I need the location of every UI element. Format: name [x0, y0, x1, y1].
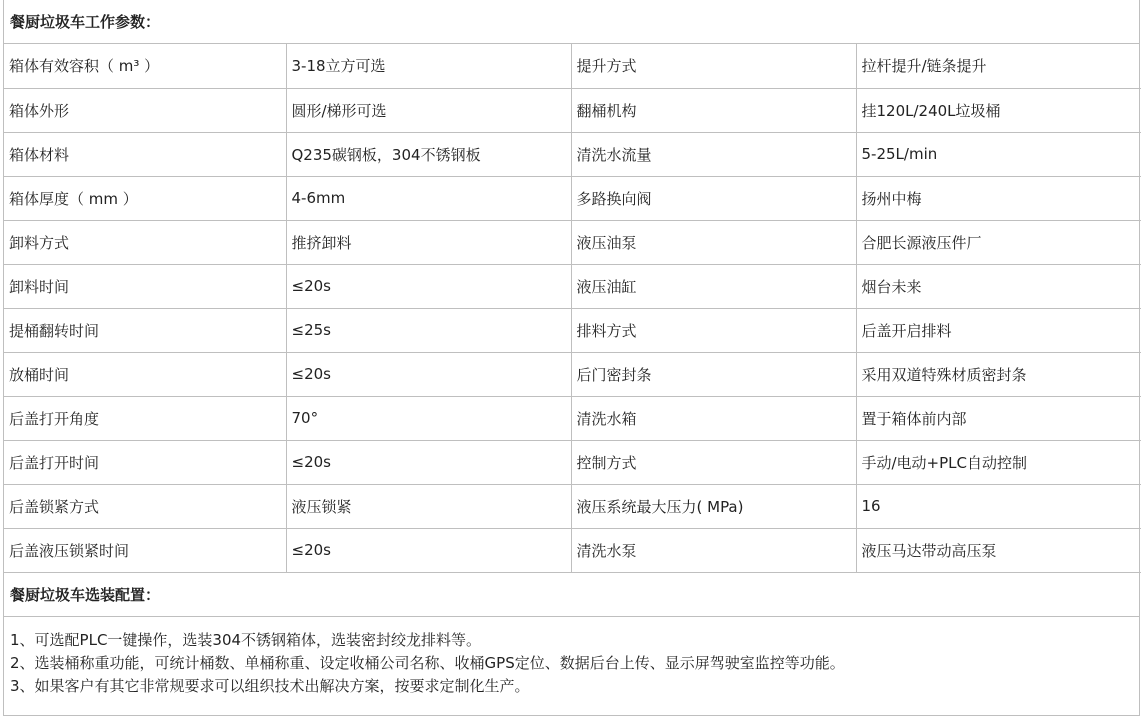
table-row	[4, 352, 1141, 396]
param-name-cell: 液压油缸	[571, 264, 856, 308]
param-value-cell: 合肥长源液压件厂	[856, 220, 1141, 264]
param-value-cell: ≤20s	[286, 264, 571, 308]
param-name-cell: 卸料时间	[4, 264, 286, 308]
param-value-cell: Q235碳钢板，304不锈钢板	[286, 132, 571, 176]
option-note: 2、选装桶称重功能，可统计桶数、单桶称重、设定收桶公司名称、收桶GPS定位、数据后台上传、显示屏驾驶室监控等功能。	[10, 653, 845, 672]
table-row	[4, 396, 1141, 440]
table-row	[4, 528, 1141, 572]
param-value-cell: 3-18立方可选	[286, 44, 571, 88]
param-name-cell: 液压系统最大压力( MPa)	[571, 484, 856, 528]
param-name-cell: 多路换向阀	[571, 176, 856, 220]
param-name-cell: 放桶时间	[4, 352, 286, 396]
table-row	[4, 484, 1141, 528]
table-row	[4, 440, 1141, 484]
param-name-cell: 提升方式	[571, 44, 856, 88]
param-name-cell: 箱体外形	[4, 88, 286, 132]
table-row	[4, 44, 1141, 88]
table-row	[4, 264, 1141, 308]
param-name-cell: 翻桶机构	[571, 88, 856, 132]
options-section-title: 餐厨垃圾车选装配置：	[4, 573, 1139, 617]
table-row	[4, 88, 1141, 132]
param-name-cell: 清洗水泵	[571, 528, 856, 572]
param-name-cell: 清洗水箱	[571, 396, 856, 440]
param-value-cell: 拉杆提升/链条提升	[856, 44, 1141, 88]
table-row	[4, 132, 1141, 176]
param-value-cell: 后盖开启排料	[856, 308, 1141, 352]
param-name-cell: 后盖锁紧方式	[4, 484, 286, 528]
param-value-cell: 液压马达带动高压泵	[856, 528, 1141, 572]
param-value-cell: 液压锁紧	[286, 484, 571, 528]
param-value-cell: 4-6mm	[286, 176, 571, 220]
param-name-cell: 卸料方式	[4, 220, 286, 264]
param-value-cell: ≤20s	[286, 528, 571, 572]
param-value-cell: 16	[856, 484, 1141, 528]
param-value-cell: 扬州中梅	[856, 176, 1141, 220]
param-value-cell: ≤20s	[286, 440, 571, 484]
params-table-body	[4, 44, 1141, 572]
param-name-cell: 控制方式	[571, 440, 856, 484]
param-value-cell: ≤20s	[286, 352, 571, 396]
param-name-cell: 箱体有效容积（ m³ ）	[4, 44, 286, 88]
param-name-cell: 清洗水流量	[571, 132, 856, 176]
param-value-cell: 烟台未来	[856, 264, 1141, 308]
param-value-cell: 置于箱体前内部	[856, 396, 1141, 440]
param-name-cell: 后门密封条	[571, 352, 856, 396]
param-value-cell: ≤25s	[286, 308, 571, 352]
param-value-cell: 挂120L/240L垃圾桶	[856, 88, 1141, 132]
table-row	[4, 308, 1141, 352]
param-name-cell: 后盖液压锁紧时间	[4, 528, 286, 572]
param-name-cell: 提桶翻转时间	[4, 308, 286, 352]
params-table	[4, 44, 1141, 573]
param-value-cell: 70°	[286, 396, 571, 440]
param-value-cell: 采用双道特殊材质密封条	[856, 352, 1141, 396]
param-value-cell: 推挤卸料	[286, 220, 571, 264]
param-value-cell: 5-25L/min	[856, 132, 1141, 176]
option-note: 1、可选配PLC一键操作，选装304不锈钢箱体，选装密封绞龙排料等。	[10, 630, 482, 649]
param-name-cell: 排料方式	[571, 308, 856, 352]
param-name-cell: 后盖打开角度	[4, 396, 286, 440]
options-notes	[4, 617, 1139, 716]
param-name-cell: 箱体材料	[4, 132, 286, 176]
option-note: 3、如果客户有其它非常规要求可以组织技术出解决方案，按要求定制化生产。	[10, 676, 530, 695]
param-value-cell: 手动/电动+PLC自动控制	[856, 440, 1141, 484]
spec-sheet	[3, 0, 1140, 716]
param-name-cell: 液压油泵	[571, 220, 856, 264]
param-name-cell: 后盖打开时间	[4, 440, 286, 484]
param-name-cell: 箱体厚度（ mm ）	[4, 176, 286, 220]
table-row	[4, 220, 1141, 264]
params-section-title: 餐厨垃圾车工作参数：	[4, 0, 1139, 44]
param-value-cell: 圆形/梯形可选	[286, 88, 571, 132]
table-row	[4, 176, 1141, 220]
